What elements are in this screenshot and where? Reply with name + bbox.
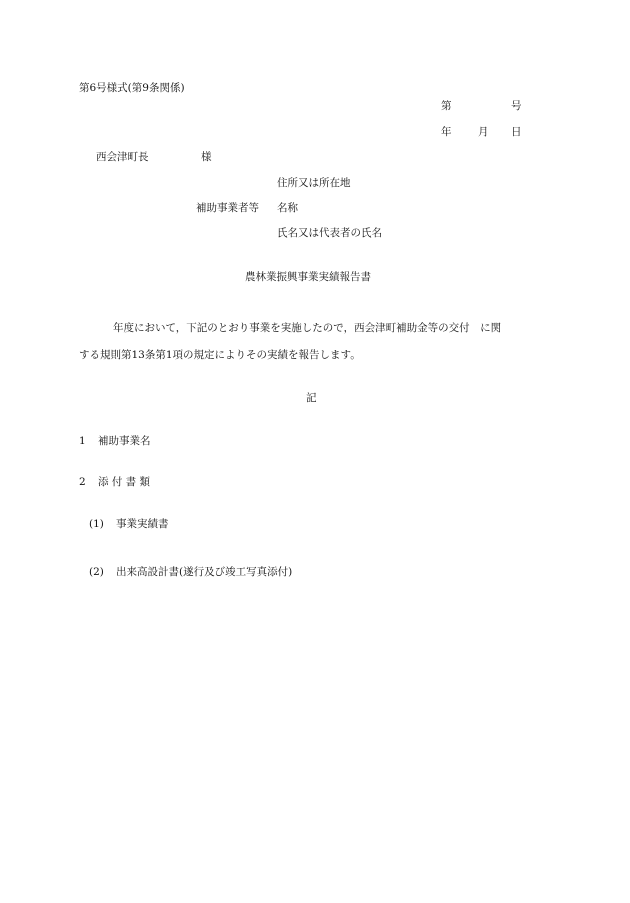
body-line-2: する規則第13条第1項の規定によりその実績を報告します。 [79,349,361,361]
item-2-label: 添 付 書 類 [98,476,151,488]
representative-label: 氏名又は代表者の氏名 [277,227,382,239]
address-label: 住所又は所在地 [277,177,351,189]
number-go: 号 [511,100,522,112]
subitem-1-number: (1) [89,518,104,530]
date-month: 月 [478,126,489,138]
date-day: 日 [511,126,522,138]
form-reference: 第6号様式(第9条関係) [79,82,185,94]
number-dai: 第 [441,100,452,112]
ki-heading: 記 [306,392,317,404]
subitem-1-label: 事業実績書 [116,518,169,530]
subitem-2-label: 出来高設計書(遂行及び竣工写真添付) [116,566,293,578]
document-title: 農林業振興事業実績報告書 [245,271,371,283]
addressee-honorific: 様 [201,151,212,163]
date-year: 年 [441,126,452,138]
subitem-2-number: (2) [89,566,104,578]
body-line-1: 年度において，下記のとおり事業を実施したので，西会津町補助金等の交付 に関 [113,322,502,334]
item-1-label: 補助事業名 [98,435,151,447]
item-1-number: 1 [79,435,86,447]
name-label: 名称 [277,202,298,214]
addressee-name: 西会津町長 [96,151,149,163]
applicant-group-label: 補助事業者等 [196,202,259,214]
item-2-number: 2 [79,476,86,488]
